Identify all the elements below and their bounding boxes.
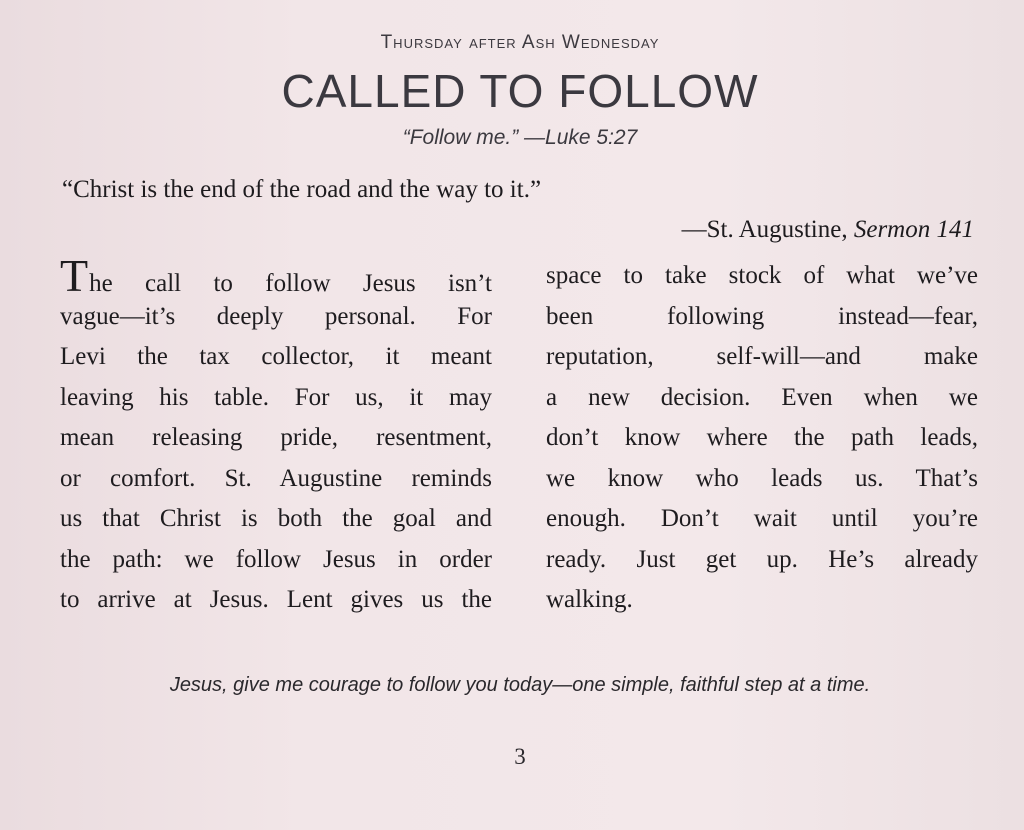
liturgical-day-heading: Thursday after Ash Wednesday — [380, 32, 660, 53]
body-line: ready. Just get up. He’s already — [546, 545, 978, 573]
body-line: we know who leads us. That’s — [546, 464, 978, 492]
body-line-text: he call to follow Jesus isn’t — [89, 270, 492, 297]
body-line: reputation, self-will—and make — [546, 343, 978, 370]
body-line: vague—it’s deeply personal. For — [60, 302, 492, 330]
page-number: 3 — [514, 744, 526, 769]
page-title: CALLED TO FOLLOW — [281, 65, 759, 117]
closing-prayer: Jesus, give me courage to follow you today—one simple, faithful step at a time. — [169, 674, 871, 696]
body-line: walking. — [546, 586, 633, 613]
drop-cap: T — [60, 250, 89, 301]
body-line: the path: we follow Jesus in order — [60, 545, 492, 573]
body-line: us that Christ is both the goal and — [60, 505, 492, 532]
body-line: leaving his table. For us, it may — [60, 383, 492, 411]
attribution-author: —St. Augustine, — [681, 216, 854, 243]
body-line: mean releasing pride, resentment, — [60, 424, 492, 451]
body-line: space to take stock of what we’ve — [546, 262, 978, 289]
body-line: or comfort. St. Augustine reminds — [60, 464, 492, 492]
body-line: don’t know where the path leads, — [546, 424, 978, 451]
body-column-left — [60, 250, 492, 621]
body-line — [60, 250, 492, 301]
epigraph-quote: “Christ is the end of the road and the way to it.” — [62, 176, 542, 203]
body-column-right — [546, 256, 978, 621]
attribution-source: Sermon 141 — [853, 216, 974, 243]
body-line: to arrive at Jesus. Lent gives us the — [60, 586, 492, 613]
body-line: a new decision. Even when we — [546, 383, 978, 411]
body-line: enough. Don’t wait until you’re — [546, 505, 978, 532]
body-line: Levi the tax collector, it meant — [60, 343, 492, 370]
scripture-reference: “Follow me.” —Luke 5:27 — [402, 126, 638, 149]
body-line: been following instead—fear, — [546, 302, 978, 330]
epigraph-attribution — [682, 216, 974, 244]
